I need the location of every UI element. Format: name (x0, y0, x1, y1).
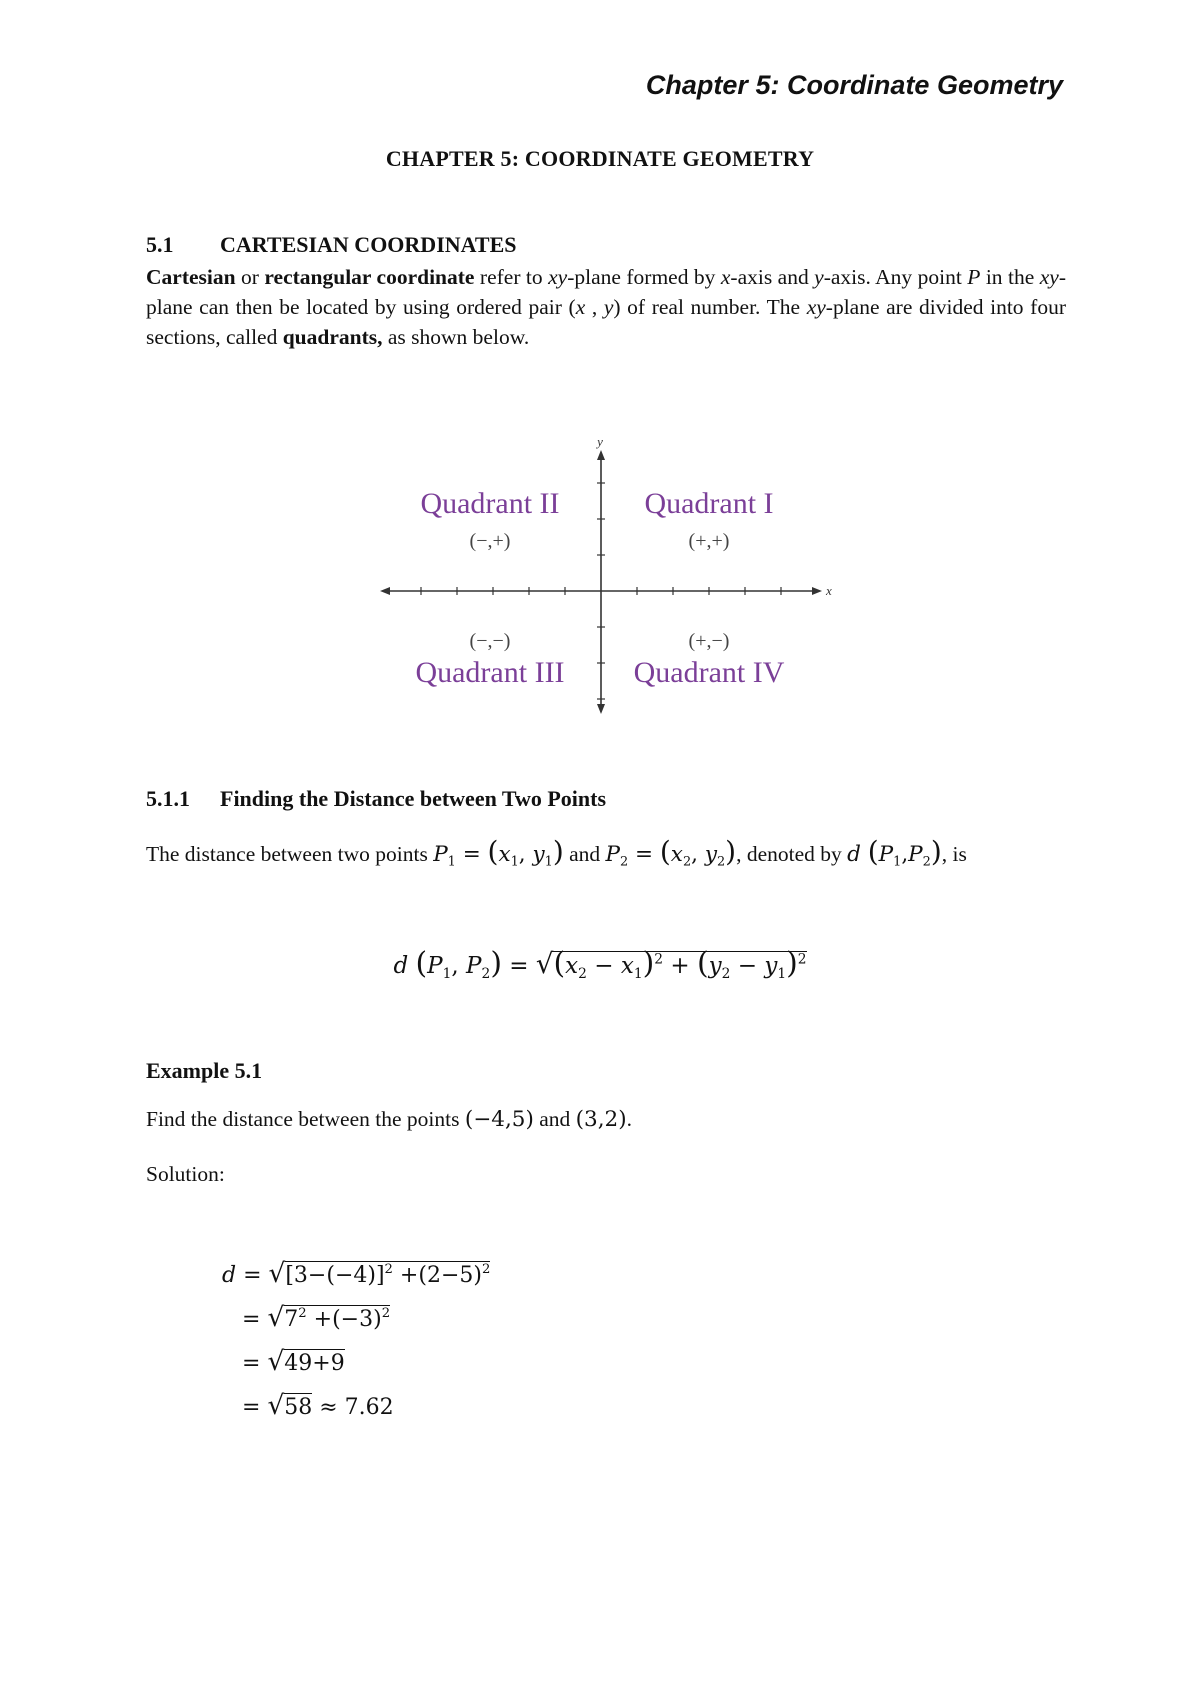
quadrant-diagram (380, 436, 830, 716)
solution-step-4: = √58 ≈ 7.62 (242, 1390, 394, 1421)
text: -plane are divided into four sections, called (146, 295, 1066, 349)
section-number: 5.1 (146, 232, 174, 257)
y-axis-arrow-down (597, 704, 605, 714)
text: ) of real number. The (613, 295, 807, 319)
quadrant-1-label: Quadrant I (644, 487, 774, 520)
lhs: d = (222, 1263, 262, 1288)
term-quadrants: quadrants, (282, 325, 383, 349)
quadrant-4-signs: (+,−) (688, 630, 730, 652)
point-p1-definition: $P_1 = (x_1$, $y_1$) (433, 835, 564, 870)
x-axis-arrow-right (812, 587, 822, 595)
term-cartesian: Cartesian (146, 265, 236, 289)
cartesian-paragraph (146, 262, 1066, 352)
section-number: 5.1.1 (146, 786, 190, 811)
running-header: Chapter 5: Coordinate Geometry (645, 70, 1063, 100)
text: , (585, 295, 604, 319)
var: xy (1039, 265, 1059, 289)
point-1: (−4,5) (464, 1107, 534, 1132)
point-p2-definition: $P_2 = (x_2$, $y_2$) (605, 835, 737, 870)
text: and (533, 1107, 576, 1131)
solution-step-3: = √49+9 (242, 1346, 345, 1377)
section-title: CARTESIAN COORDINATES (220, 232, 517, 257)
distance-formula: d ($P_1$, $P_2) = √(x_2 - x_1)^2 + (y_2 - y_1)^2$ (393, 946, 807, 982)
text: -axis. Any point (823, 265, 968, 289)
section-heading-5-1 (146, 232, 516, 258)
text: -plane can then be located by using ordered pair ( (146, 265, 1066, 319)
var: y (603, 295, 614, 319)
example-title: Example 5.1 (146, 1058, 263, 1083)
text: -axis and (730, 265, 815, 289)
text: The distance between two points (146, 842, 434, 866)
distance-intro (146, 835, 967, 868)
text: . (626, 1107, 632, 1131)
radicand: 49+9 (284, 1351, 345, 1376)
radicand: +(−3) (306, 1307, 382, 1332)
var: y (814, 265, 824, 289)
quadrant-3-label: Quadrant III (415, 656, 565, 689)
text: , is (941, 842, 967, 866)
solution-step-1: $d = √[3-(-4)]^2 +(2-5)^2$ (222, 1258, 491, 1289)
distance-notation: d $(P_1,P_2)$ (847, 835, 942, 870)
var: xy (548, 265, 568, 289)
text: and (563, 842, 606, 866)
text: -plane formed by (567, 265, 721, 289)
text: as shown below. (382, 325, 530, 349)
radicand: +(2−5) (392, 1263, 482, 1288)
quadrant-1-signs: (+,+) (688, 530, 730, 552)
text: Find the distance between the points (146, 1107, 465, 1131)
result: ≈ 7.62 (312, 1395, 394, 1420)
text: in the (980, 265, 1040, 289)
var: P (967, 265, 981, 289)
quadrant-4-label: Quadrant IV (633, 656, 785, 689)
var: x (575, 295, 586, 319)
chapter-title: CHAPTER 5: COORDINATE GEOMETRY (385, 146, 815, 171)
point-2: (3,2) (575, 1107, 627, 1132)
var: x (720, 265, 731, 289)
solution-label: Solution: (146, 1162, 225, 1186)
radicand: 58 (284, 1395, 313, 1420)
x-axis-arrow-left (380, 587, 390, 595)
quadrant-2-label: Quadrant II (420, 487, 560, 520)
radicand: 7 (284, 1307, 299, 1332)
quadrant-3-signs: (−,−) (469, 630, 511, 652)
term-rectangular: rectangular coordinate (264, 265, 475, 289)
section-heading-5-1-1 (146, 786, 606, 812)
var: xy (806, 295, 826, 319)
y-axis-arrow-up (597, 450, 605, 460)
quadrant-2-signs: (−,+) (469, 530, 511, 552)
x-axis-label: x (826, 583, 832, 598)
solution-steps (222, 1258, 490, 1434)
solution-step-2: = $√7^2 +(-3)^2$ (242, 1302, 391, 1333)
text: , denoted by (736, 842, 848, 866)
radicand: [3−(−4)] (285, 1263, 385, 1288)
y-axis-label: y (597, 434, 603, 449)
text: refer to (474, 265, 549, 289)
section-title: Finding the Distance between Two Points (220, 786, 607, 811)
text: or (235, 265, 265, 289)
example-question (146, 1107, 632, 1132)
